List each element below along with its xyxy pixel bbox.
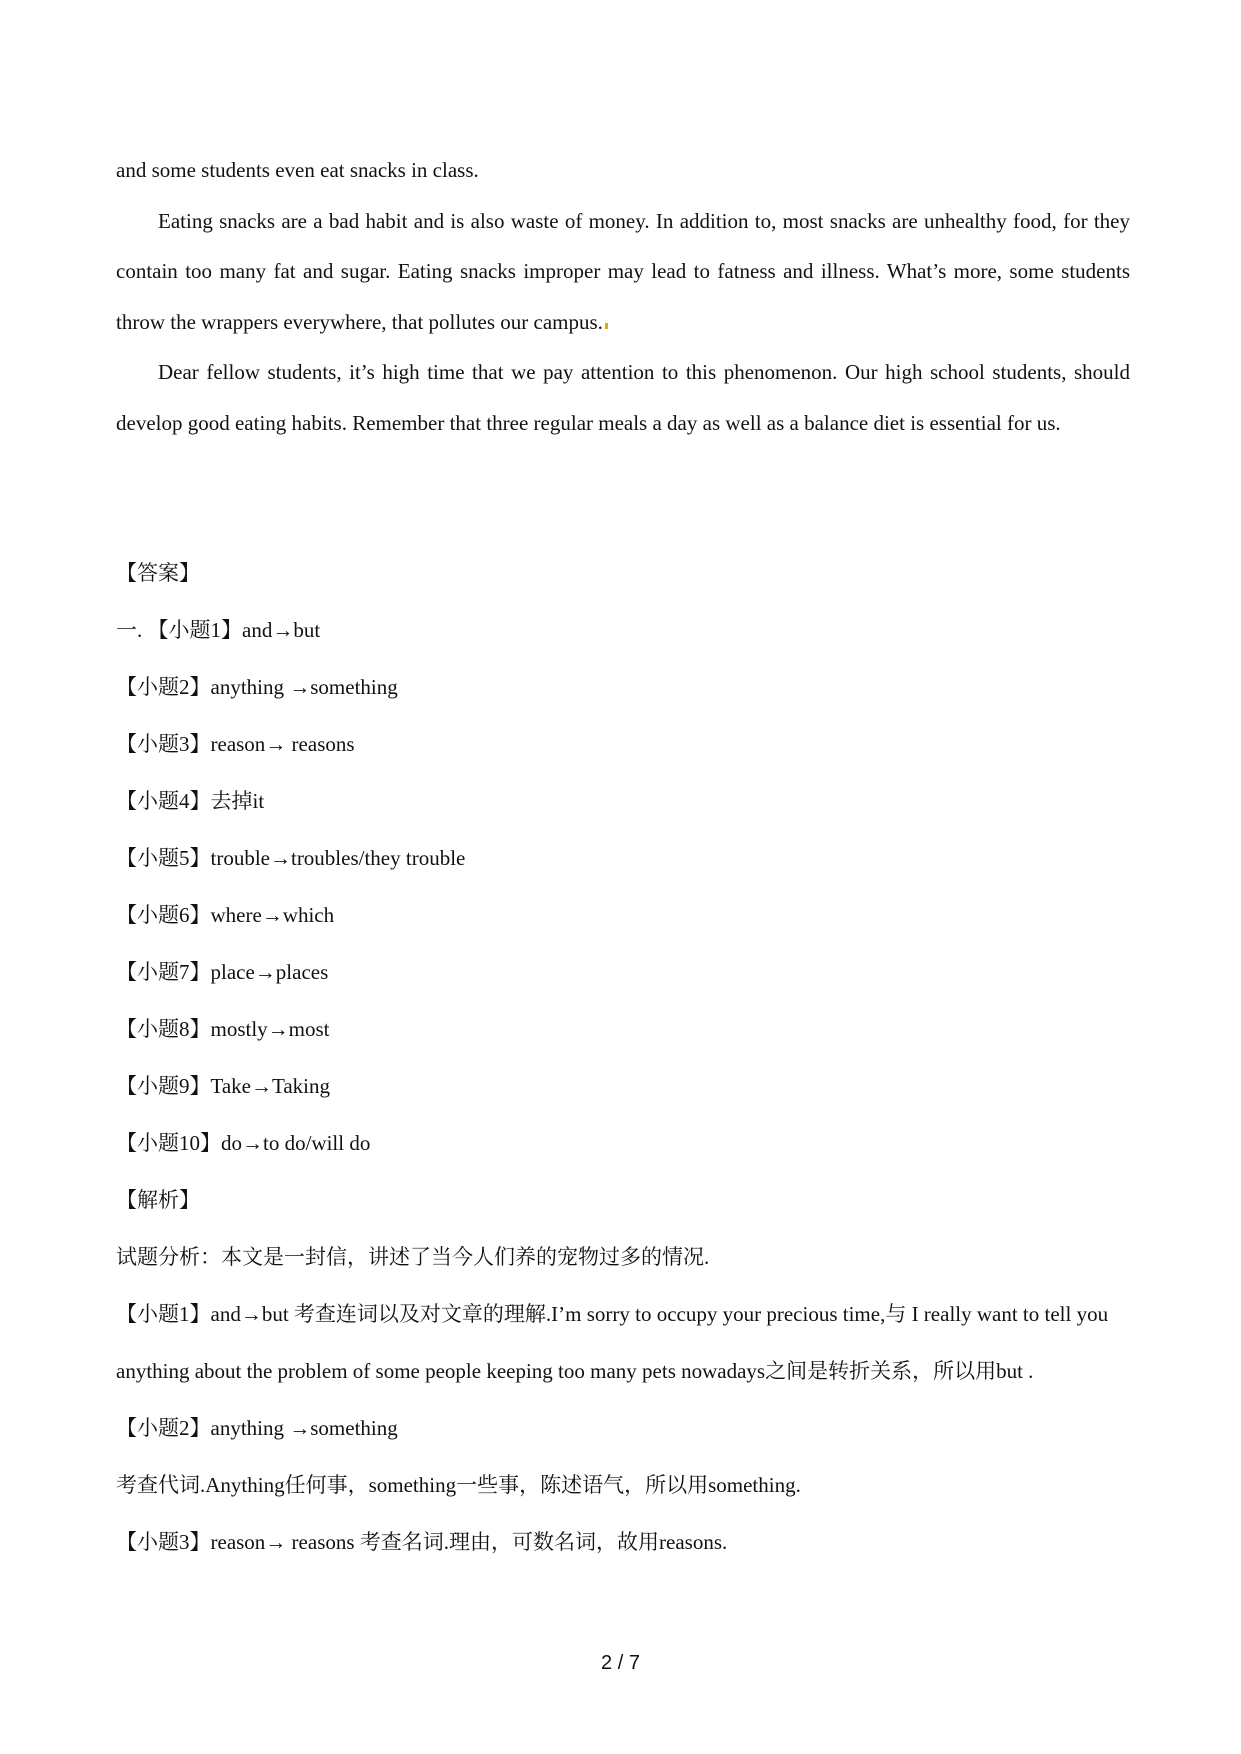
analysis-q2-title: 【小题2】anything →something [116,1416,398,1440]
page-number: 2 / 7 [601,1652,640,1674]
analysis-q2-detail: 考查代词.Anything任何事，something一些事，陈述语气，所以用something. [116,1473,801,1497]
answer-heading: 【答案】 [116,561,200,585]
answer-item-1: 一. 【小题1】and→but [116,618,321,642]
letter-paragraph-1: and some students even eat snacks in class. [116,158,479,182]
answer-item-6: 【小题6】where→which [116,903,335,927]
analysis-heading: 【解析】 [116,1188,200,1212]
answer-item-10: 【小题10】do→to do/will do [116,1131,371,1155]
answer-item-7: 【小题7】place→places [116,960,329,984]
letter-text [116,145,1130,448]
letter-paragraph-2 [116,196,1130,348]
answer-item-3: 【小题3】reason→ reasons [116,732,355,756]
answer-item-4: 【小题4】去掉it [116,789,265,813]
analysis-q3: 【小题3】reason→ reasons 考查名词.理由，可数名词，故用reasons. [116,1530,728,1554]
answer-analysis-section [116,545,1130,1571]
analysis-summary: 试题分析：本文是一封信，讲述了当今人们养的宠物过多的情况. [116,1245,710,1269]
analysis-q1: 【小题1】and→but 考查连词以及对文章的理解.I’m sorry to occupy your precious time,与 I really want to tell you anything about the problem of some people keeping too many pets nowadays之间是转折关系，所以用but . [116,1302,1109,1383]
letter-paragraph-3: Dear fellow students, it’s high time that we pay attention to this phenomenon. Our high school students, should develop good eating habits. Remember that three regular meals a day as well as a balance diet is essential for us. [116,360,1130,435]
letter-paragraph-2-text: Eating snacks are a bad habit and is also waste of money. In addition to, most snacks are unhealthy food, for they contain too many fat and sugar. Eating snacks improper may lead to fatness and illness. What’s more, some students throw the wrappers everywhere, that pollutes our campus. [116,208,1130,334]
answer-item-5: 【小题5】trouble→troubles/they trouble [116,846,466,870]
answer-item-2: 【小题2】anything →something [116,675,398,699]
answer-item-8: 【小题8】mostly→most [116,1017,330,1041]
answer-item-9: 【小题9】Take→Taking [116,1074,331,1098]
edit-marker-icon [605,323,608,329]
